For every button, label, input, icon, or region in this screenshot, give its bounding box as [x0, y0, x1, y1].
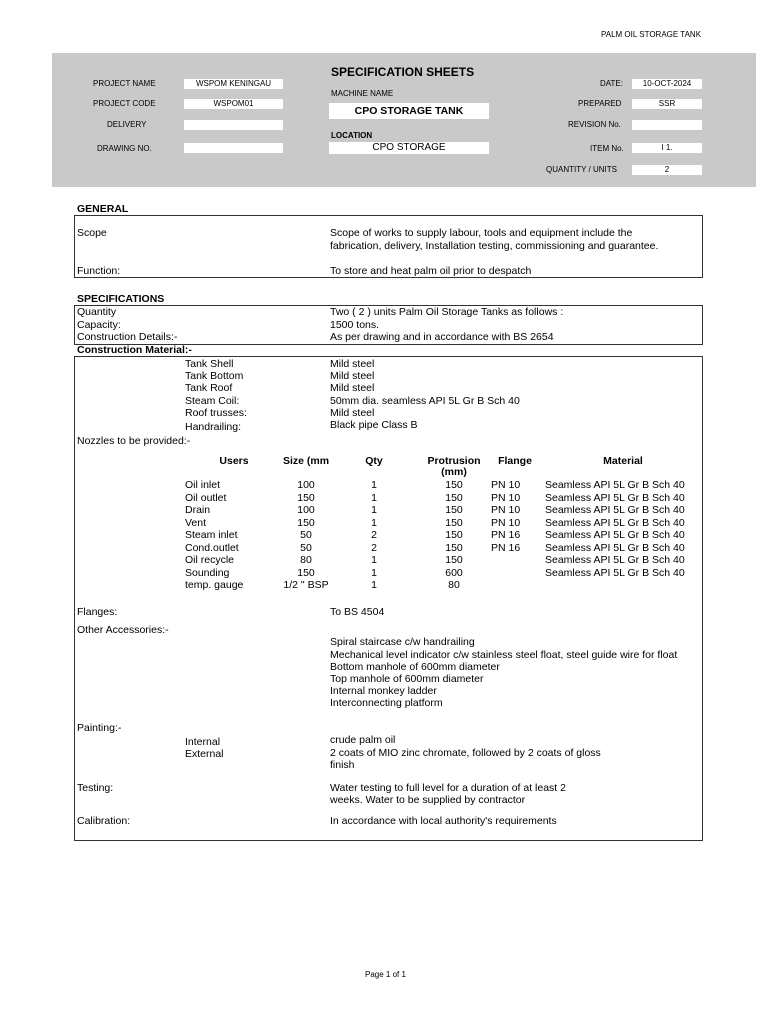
- quantity-label: Quantity: [77, 306, 117, 318]
- accessory-item: Interconnecting platform: [330, 697, 443, 709]
- nozzle-user: Sounding: [185, 566, 230, 579]
- material-label: Handrailing:: [185, 421, 242, 433]
- material-label: Tank Bottom: [185, 370, 244, 382]
- revision-label: REVISION No.: [568, 120, 621, 129]
- col-header-flange: Flange: [498, 455, 532, 467]
- date-label: DATE:: [600, 79, 623, 88]
- accessory-item: Bottom manhole of 600mm diameter: [330, 661, 500, 673]
- capacity-label: Capacity:: [77, 319, 121, 331]
- accessories-label: Other Accessories:-: [77, 624, 169, 636]
- material-label: Roof trusses:: [185, 407, 247, 419]
- project-name-field: WSPOM KENINGAU: [184, 79, 283, 89]
- accessory-item: Top manhole of 600mm diameter: [330, 673, 484, 685]
- page-number: Page 1 of 1: [365, 970, 406, 979]
- nozzle-material: Seamless API 5L Gr B Sch 40: [545, 541, 685, 554]
- nozzle-protrusion: 150: [445, 491, 463, 504]
- nozzle-user: Oil recycle: [185, 554, 235, 566]
- nozzle-user: Oil outlet: [185, 491, 227, 504]
- machine-name-field: CPO STORAGE TANK: [329, 103, 489, 119]
- flanges-label: Flanges:: [77, 606, 118, 618]
- nozzle-qty: 1: [371, 566, 377, 579]
- machine-name-label: MACHINE NAME: [331, 89, 394, 98]
- nozzle-user: Drain: [185, 504, 211, 516]
- project-code-label: PROJECT CODE: [93, 99, 156, 108]
- nozzle-qty: 1: [371, 491, 377, 504]
- nozzle-qty: 1: [371, 479, 377, 491]
- nozzle-user: Oil inlet: [185, 479, 221, 491]
- col-header-material: Material: [603, 455, 643, 467]
- material-value: Mild steel: [330, 358, 375, 370]
- function-label: Function:: [77, 265, 121, 277]
- nozzle-material: Seamless API 5L Gr B Sch 40: [545, 491, 685, 504]
- painting-internal-label: Internal: [185, 736, 221, 748]
- header-panel: [52, 53, 756, 187]
- nozzle-flange: PN 10: [491, 491, 521, 504]
- nozzle-material: Seamless API 5L Gr B Sch 40: [545, 529, 685, 541]
- nozzle-flange: PN 10: [491, 479, 521, 491]
- nozzle-size: 150: [297, 516, 315, 529]
- specifications-heading: SPECIFICATIONS: [77, 293, 165, 305]
- project-code-field: WSPOM01: [184, 99, 283, 109]
- delivery-label: DELIVERY: [107, 120, 147, 129]
- painting-external-line2: finish: [330, 759, 355, 771]
- material-label: Tank Roof: [185, 382, 233, 394]
- nozzle-qty: 1: [371, 516, 377, 529]
- nozzle-qty: 2: [371, 541, 377, 554]
- testing-line1: Water testing to full level for a duration of at least 2: [330, 782, 566, 794]
- nozzle-material: Seamless API 5L Gr B Sch 40: [545, 554, 685, 566]
- painting-internal-value: crude palm oil: [330, 734, 396, 746]
- nozzle-flange: PN 16: [491, 529, 521, 541]
- nozzle-size: 150: [297, 566, 315, 579]
- function-text: To store and heat palm oil prior to despatch: [330, 265, 532, 277]
- testing-line2: weeks. Water to be supplied by contractor: [330, 794, 526, 806]
- scope-label: Scope: [77, 227, 107, 239]
- accessory-item: Mechanical level indicator c/w stainless steel float, steel guide wire for float: [330, 649, 678, 661]
- nozzle-qty: 2: [371, 529, 377, 541]
- nozzle-protrusion: 150: [445, 541, 463, 554]
- nozzle-protrusion: 150: [445, 504, 463, 516]
- painting-label: Painting:-: [77, 722, 122, 734]
- material-value: Black pipe Class B: [330, 419, 418, 431]
- delivery-field: [184, 120, 283, 130]
- calibration-label: Calibration:: [77, 815, 131, 827]
- col-header-protrusion: Protrusion: [427, 455, 481, 467]
- nozzle-size: 100: [297, 479, 315, 491]
- nozzle-protrusion: 150: [445, 516, 463, 529]
- scope-text-line2: fabrication, delivery, Installation testing, commissioning and guarantee.: [330, 240, 659, 252]
- drawing-no-field: [184, 143, 283, 153]
- painting-external-label: External: [185, 748, 224, 760]
- nozzle-user: Steam inlet: [185, 529, 238, 541]
- nozzle-user: Vent: [185, 516, 207, 529]
- nozzle-flange: PN 16: [491, 541, 521, 554]
- material-label: Tank Shell: [185, 358, 234, 370]
- nozzle-qty: 1: [371, 579, 377, 591]
- col-header-qty: Qty: [365, 455, 383, 467]
- nozzle-user: Cond.outlet: [185, 541, 239, 554]
- nozzle-user: temp. gauge: [185, 579, 244, 591]
- testing-label: Testing:: [77, 782, 114, 794]
- revision-field: [632, 120, 702, 130]
- drawing-no-label: DRAWING NO.: [97, 144, 152, 153]
- scope-text-line1: Scope of works to supply labour, tools and equipment include the: [330, 227, 633, 239]
- nozzle-material: Seamless API 5L Gr B Sch 40: [545, 566, 685, 579]
- prepared-label: PREPARED: [578, 99, 622, 108]
- accessory-item: Internal monkey ladder: [330, 685, 437, 697]
- calibration-value: In accordance with local authority's requirements: [330, 815, 557, 827]
- nozzle-size: 150: [297, 491, 315, 504]
- location-label: LOCATION: [331, 131, 373, 140]
- nozzle-protrusion: 150: [445, 479, 463, 491]
- construction-details-text: As per drawing and in accordance with BS 2654: [330, 331, 554, 343]
- nozzle-flange: PN 10: [491, 504, 521, 516]
- material-value: Mild steel: [330, 407, 375, 419]
- capacity-text: 1500 tons.: [330, 319, 380, 331]
- accessory-item: Spiral staircase c/w handrailing: [330, 636, 475, 648]
- material-value: Mild steel: [330, 382, 375, 394]
- nozzle-material: Seamless API 5L Gr B Sch 40: [545, 504, 685, 516]
- nozzle-protrusion: 150: [445, 529, 463, 541]
- quantity-units-field: 2: [632, 165, 702, 175]
- project-name-label: PROJECT NAME: [93, 79, 156, 88]
- item-no-label: ITEM No.: [590, 144, 624, 153]
- date-field: 10-OCT-2024: [632, 79, 702, 89]
- nozzle-flange: PN 10: [491, 516, 521, 529]
- nozzle-material: Seamless API 5L Gr B Sch 40: [545, 479, 685, 491]
- nozzle-size: 50: [300, 529, 312, 541]
- nozzle-size: 80: [300, 554, 312, 566]
- painting-external-line1: 2 coats of MIO zinc chromate, followed by 2 coats of gloss: [330, 747, 601, 759]
- nozzle-qty: 1: [371, 554, 377, 566]
- nozzle-size: 50: [300, 541, 312, 554]
- quantity-units-label: QUANTITY / UNITS: [546, 165, 617, 174]
- sheet-title: SPECIFICATION SHEETS: [331, 65, 475, 79]
- nozzle-size: 1/2 " BSP: [283, 579, 329, 591]
- nozzles-heading: Nozzles to be provided:-: [77, 435, 191, 447]
- item-no-field: I 1.: [632, 143, 702, 153]
- flanges-value: To BS 4504: [330, 606, 385, 618]
- nozzle-material: Seamless API 5L Gr B Sch 40: [545, 516, 685, 529]
- nozzle-protrusion: 150: [445, 554, 463, 566]
- material-value: Mild steel: [330, 370, 375, 382]
- nozzle-size: 100: [297, 504, 315, 516]
- construction-details-label: Construction Details:-: [77, 331, 178, 343]
- construction-material-heading: Construction Material:-: [77, 344, 192, 356]
- nozzle-protrusion: 600: [445, 566, 463, 579]
- quantity-text: Two ( 2 ) units Palm Oil Storage Tanks as follows :: [330, 306, 564, 318]
- prepared-field: SSR: [632, 99, 702, 109]
- col-header-size: Size (mm: [282, 455, 330, 467]
- material-value: 50mm dia. seamless API 5L Gr B Sch 40: [330, 395, 520, 407]
- col-header-users: Users: [219, 455, 249, 467]
- document-type-label: PALM OIL STORAGE TANK: [601, 30, 702, 39]
- nozzle-protrusion: 80: [448, 579, 460, 591]
- col-header-protrusion-unit: (mm): [441, 466, 467, 478]
- nozzle-qty: 1: [371, 504, 377, 516]
- material-label: Steam Coil:: [185, 395, 240, 407]
- general-heading: GENERAL: [77, 203, 129, 215]
- location-field: CPO STORAGE: [329, 142, 489, 154]
